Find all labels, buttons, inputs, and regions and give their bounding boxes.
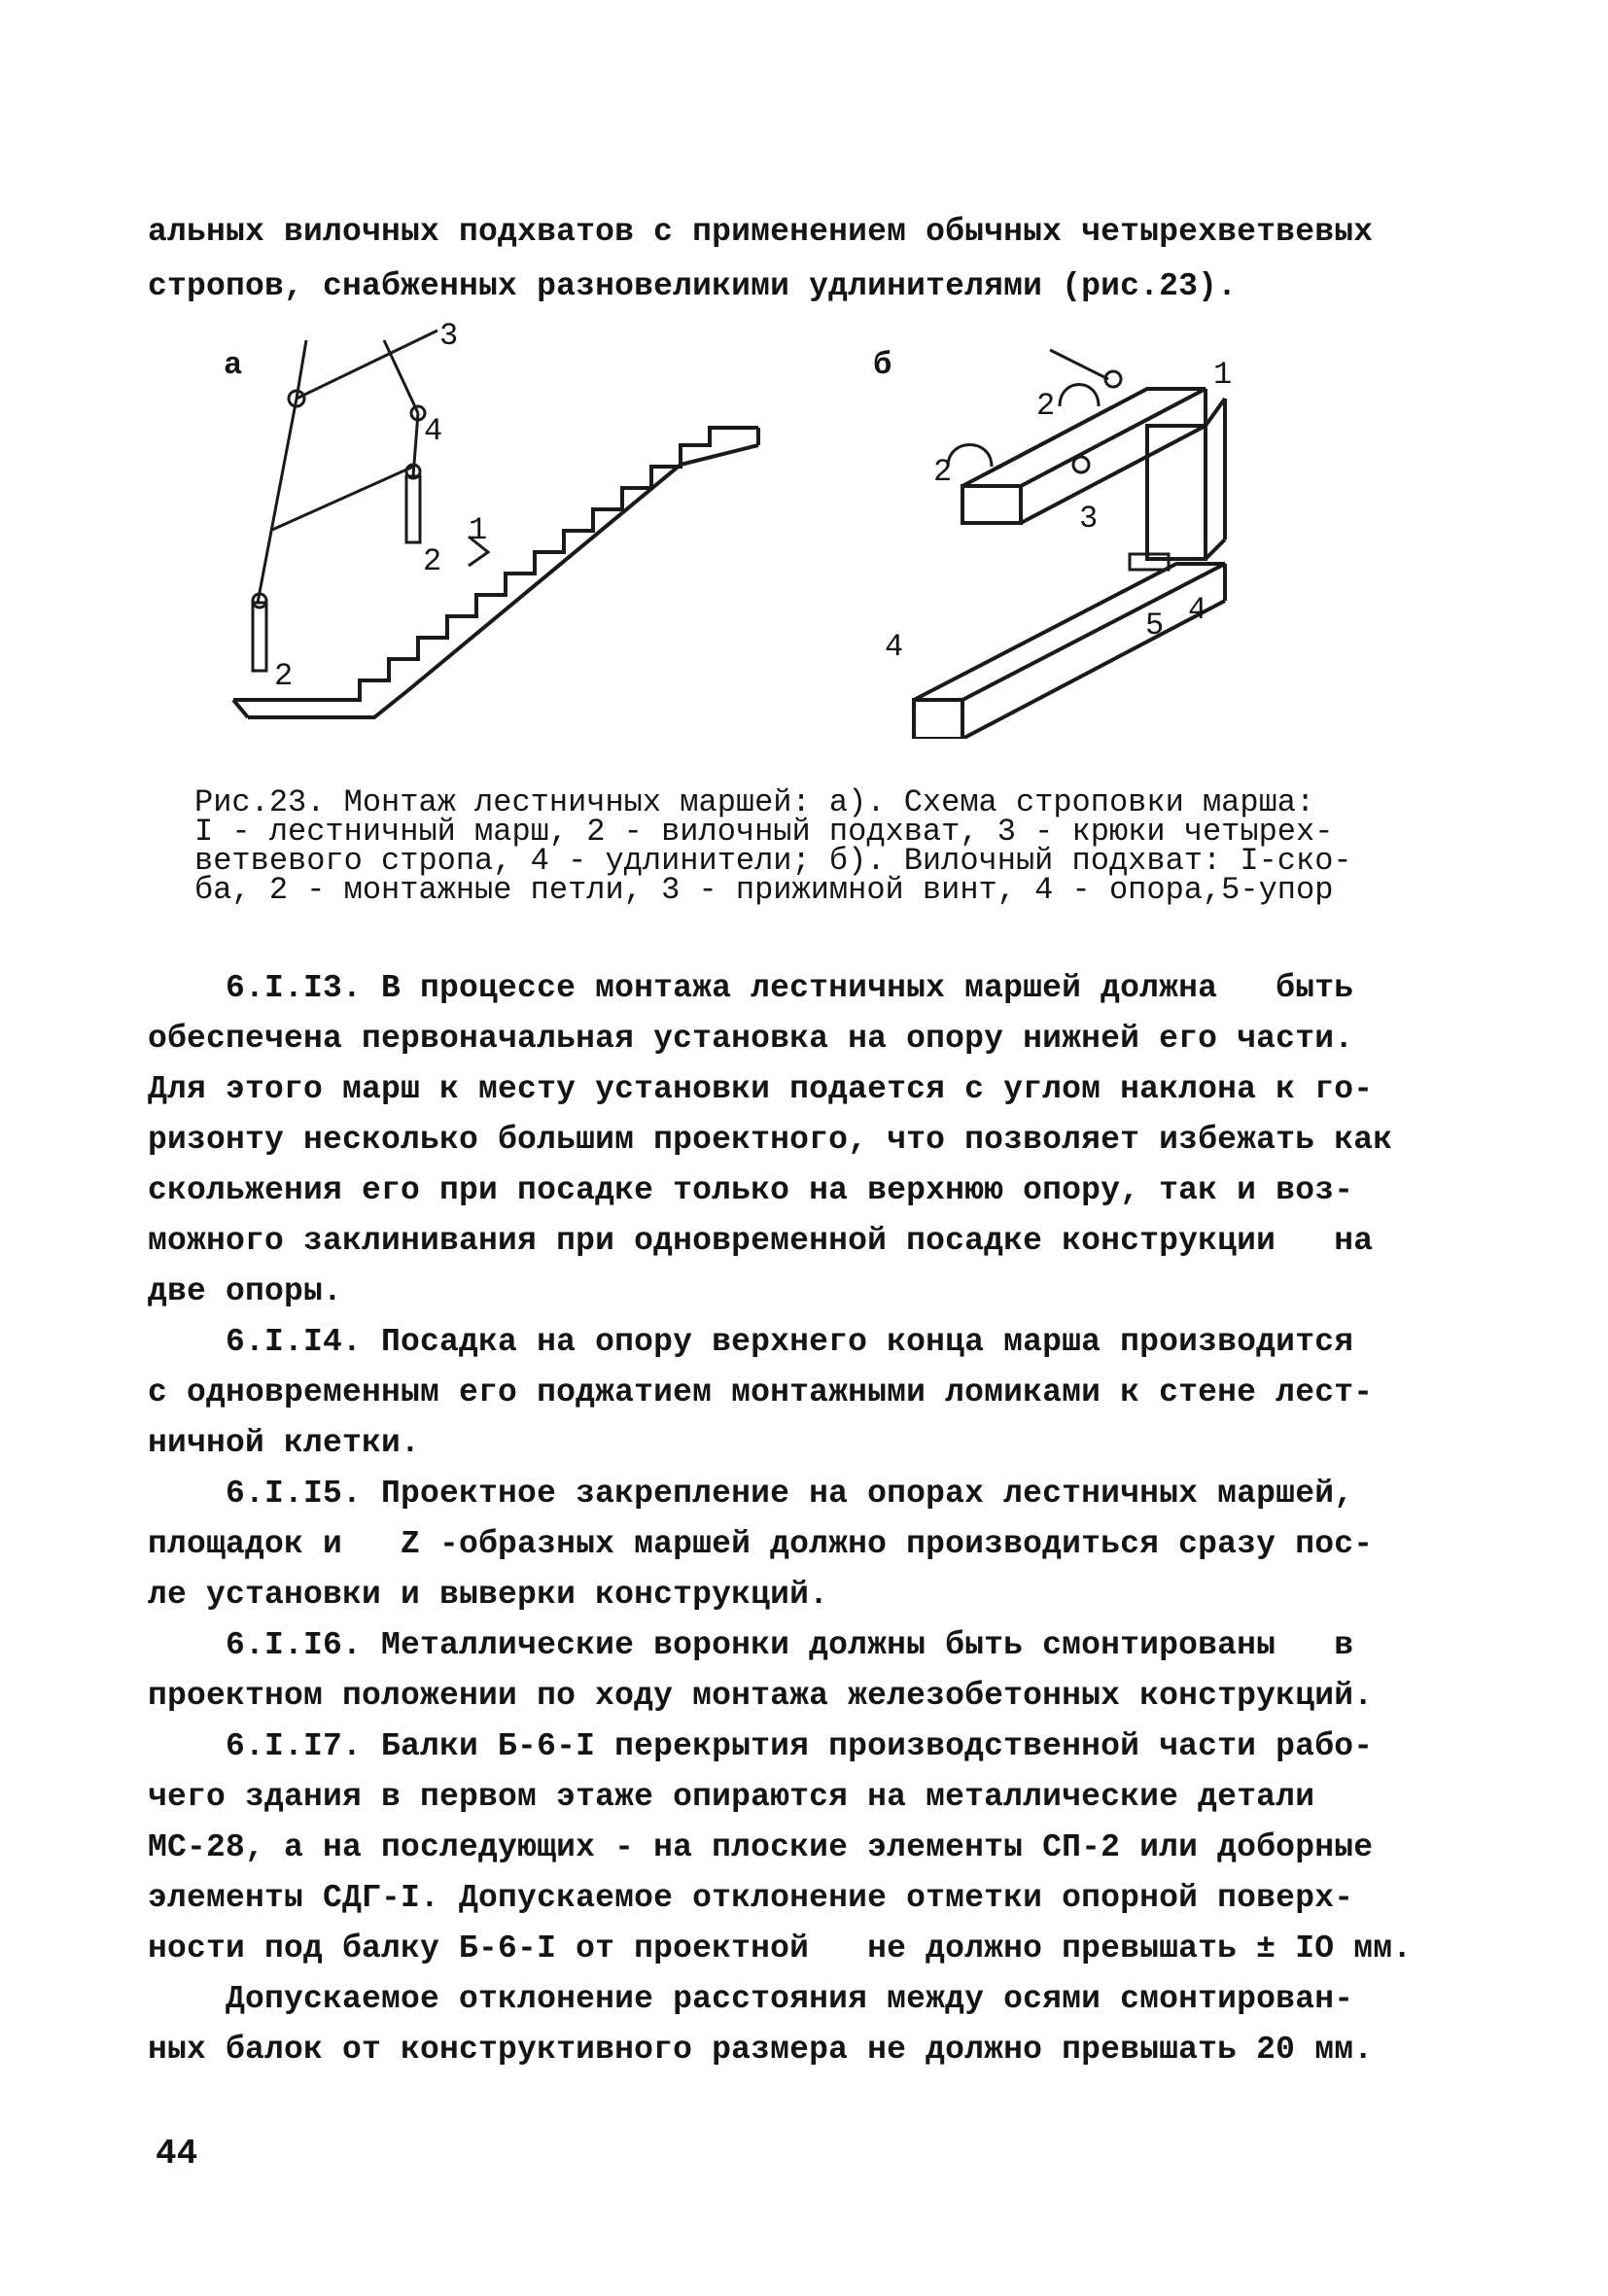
body-line: МС-28, а на последующих - на плоские элементы СП-2 или доборные bbox=[148, 1829, 1374, 1865]
panel-b-label: б bbox=[873, 347, 892, 383]
callout-a-2-lower: 2 bbox=[274, 658, 294, 694]
callout-b-3: 3 bbox=[1079, 501, 1099, 537]
callout-a-4: 4 bbox=[424, 413, 443, 449]
body-line: чего здания в первом этаже опираются на металлические детали bbox=[148, 1779, 1315, 1815]
page-number: 44 bbox=[156, 2134, 198, 2174]
body-line: ле установки и выверки конструкций. bbox=[148, 1577, 829, 1613]
body-line: площадок и Z -образных маршей должно производиться сразу пос- bbox=[148, 1526, 1374, 1562]
body-line: элементы СДГ-I. Допускаемое отклонение отметки опорной поверх- bbox=[148, 1880, 1354, 1916]
figure-panel-a bbox=[214, 318, 797, 739]
callout-a-1: 1 bbox=[469, 512, 488, 548]
stair-profile-lower bbox=[233, 428, 758, 700]
body-line: можного заклинивания при одновременной посадке конструкции на bbox=[148, 1223, 1374, 1259]
body-line: ности под балку Б-6-I от проектной не должно превышать ± IO мм. bbox=[148, 1931, 1413, 1966]
body-line: ных балок от конструктивного размера не должно превышать 20 мм. bbox=[148, 2032, 1374, 2068]
figure-caption-line-2: I - лестничный марш, 2 - вилочный подхват, 3 - крюки четырех- bbox=[194, 814, 1334, 850]
support-front-face bbox=[914, 700, 962, 739]
lifting-loop-1 bbox=[948, 445, 992, 468]
clamp-screw bbox=[1073, 457, 1089, 472]
body-line: 6.I.I5. Проектное закрепление на опорах лестничных маршей, bbox=[148, 1476, 1354, 1512]
figure-panel-b bbox=[856, 321, 1322, 739]
body-line: Допускаемое отклонение расстояния между осями смонтирован- bbox=[148, 1981, 1354, 2017]
callout-b-5: 5 bbox=[1145, 608, 1165, 644]
body-line: Для этого марш к месту установки подается с углом наклона к го- bbox=[148, 1071, 1374, 1107]
figure-caption-line-1: Рис.23. Монтаж лестничных маршей: а). Схема строповки марша: bbox=[194, 784, 1315, 820]
sling-rope-3 bbox=[384, 340, 418, 413]
body-line: с одновременным его поджатием монтажными ломиками к стене лест- bbox=[148, 1374, 1374, 1410]
figure-caption-line-3: ветвевого стропа, 4 - удлинители; б). Вилочный подхват: I-ско- bbox=[194, 843, 1352, 879]
body-line: ризонту несколько большим проектного, что позволяет избежать как bbox=[148, 1122, 1393, 1158]
sling-rope-1 bbox=[258, 399, 297, 603]
body-line: скольжения его при посадке только на верхнюю опору, так и воз- bbox=[148, 1172, 1354, 1208]
callout-b-1: 1 bbox=[1213, 357, 1233, 393]
panel-a-label: а bbox=[224, 347, 243, 383]
callout-b-2-top: 2 bbox=[1036, 388, 1056, 424]
body-line: обеспечена первоначальная установка на опору нижней его части. bbox=[148, 1021, 1354, 1057]
intro-line-2: стропов, снабженных разновеликими удлинителями (рис.23). bbox=[148, 268, 1238, 304]
sling-rope-5 bbox=[272, 467, 413, 530]
bracket-front-face bbox=[962, 486, 1021, 523]
fork-grip-upper bbox=[406, 476, 420, 542]
bracket-post bbox=[1147, 426, 1206, 559]
support-top-face bbox=[914, 564, 1225, 700]
fork-grip-lower bbox=[253, 603, 266, 671]
body-line: ничной клетки. bbox=[148, 1425, 421, 1461]
sling-rope-2 bbox=[297, 330, 437, 399]
callout-b-4-right: 4 bbox=[1188, 592, 1207, 628]
body-line: две опоры. bbox=[148, 1273, 343, 1309]
figure-caption-line-4: ба, 2 - монтажные петли, 3 - прижимной винт, 4 - опора,5-упор bbox=[194, 872, 1334, 908]
stair-profile-upper bbox=[248, 445, 758, 717]
body-line: 6.I.I7. Балки Б-6-I перекрытия производственной части рабо- bbox=[148, 1728, 1374, 1764]
callout-a-3: 3 bbox=[439, 318, 459, 354]
body-line: 6.I.I6. Металлические воронки должны быть смонтированы в bbox=[148, 1627, 1354, 1663]
lifting-loop-2 bbox=[1060, 385, 1099, 407]
callout-a-2-upper: 2 bbox=[423, 543, 442, 579]
callout-b-2-left: 2 bbox=[933, 454, 953, 490]
body-line: 6.I.I3. В процессе монтажа лестничных маршей должна быть bbox=[148, 970, 1354, 1006]
stair-slinging-diagram bbox=[214, 318, 797, 739]
intro-line-1: альных вилочных подхватов с применением обычных четырехветвевых bbox=[148, 214, 1374, 250]
body-line: проектном положении по ходу монтажа железобетонных конструкций. bbox=[148, 1678, 1374, 1714]
body-line: 6.I.I4. Посадка на опору верхнего конца марша производится bbox=[148, 1324, 1354, 1360]
callout-b-4-left: 4 bbox=[885, 629, 904, 665]
